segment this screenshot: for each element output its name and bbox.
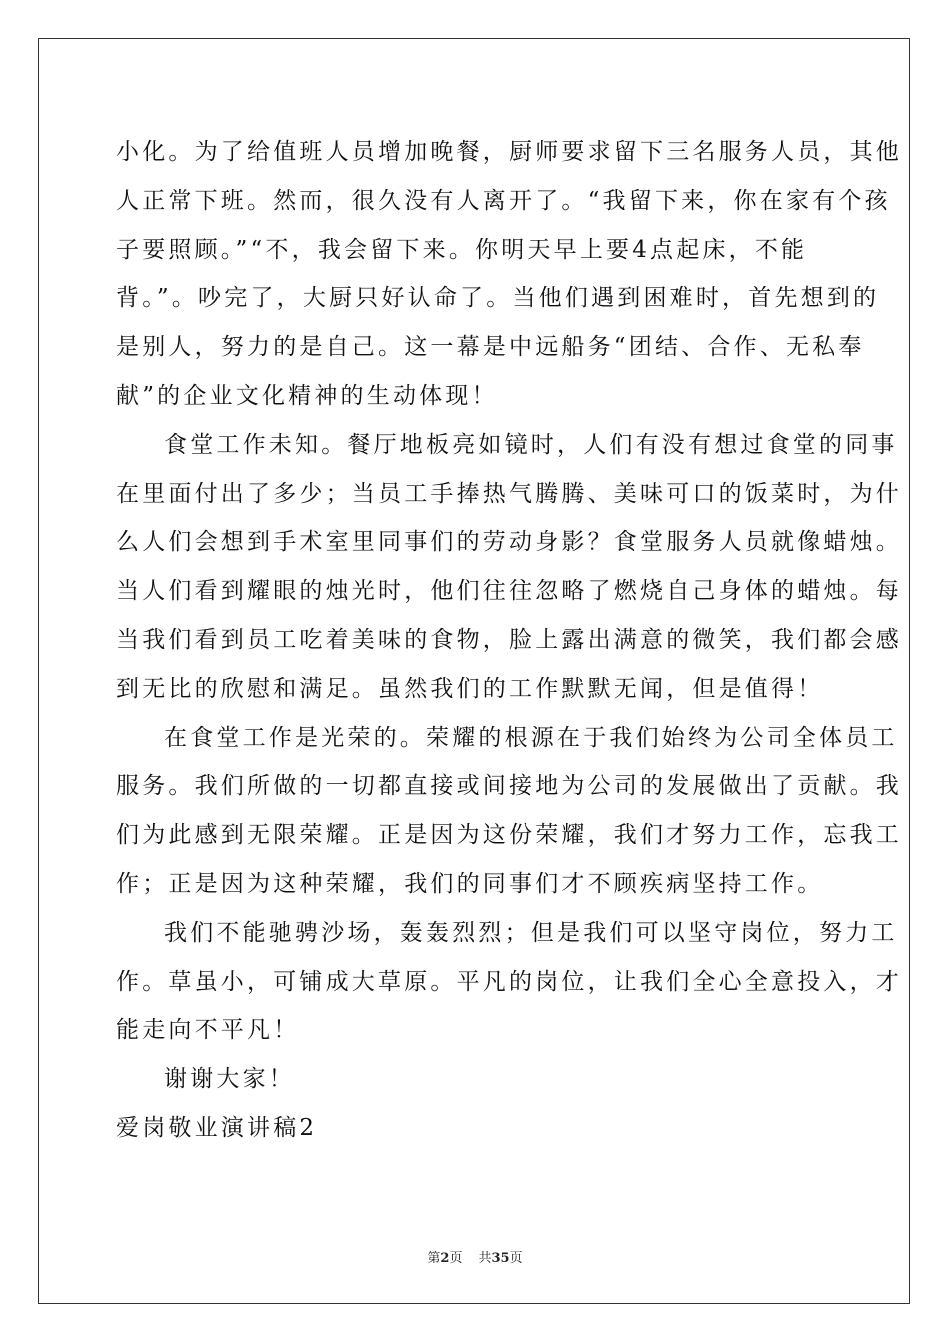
- page-footer: [0, 1247, 950, 1266]
- text-line: 小化。为了给值班人员增加晚餐，厨师要求留下三名服务人员，其他: [116, 139, 902, 165]
- paragraph-first-line: 在食堂工作是光荣的。荣耀的根源在于我们始终为公司全体员工: [164, 724, 898, 751]
- text-line: 们为此感到无限荣耀。正是因为这份荣耀，我们才努力工作，忘我工: [116, 822, 902, 849]
- page-prefix: 第: [427, 1251, 441, 1266]
- text-line: 能走向不平凡！: [116, 1017, 300, 1044]
- text-line: 是别人，努力的是自己。这一幕是中远船务“团结、合作、无私奉: [116, 334, 865, 361]
- text-line: 背。”。吵完了，大厨只好认命了。当他们遇到困难时，首先想到的: [116, 285, 880, 312]
- page-current: 2: [440, 1251, 450, 1266]
- document-body: [116, 128, 902, 1153]
- total-suffix: 页: [509, 1251, 523, 1266]
- text-line: 到无比的欣慰和满足。虽然我们的工作默默无闻，但是值得！: [116, 675, 824, 702]
- text-line: 子要照顾。”“不，我会留下来。你明天早上要4点起床，不能: [116, 236, 808, 263]
- paragraph-first-line: 食堂工作未知。餐厅地板亮如镜时，人们有没有想过食堂的同事: [164, 431, 898, 458]
- text-line: 人正常下班。然而，很久没有人离开了。“我留下来，你在家有个孩: [116, 187, 891, 214]
- text-line: 当人们看到耀眼的烛光时，他们往往忽略了燃烧自己身体的蜡烛。每: [116, 578, 902, 605]
- total-pages: 35: [491, 1251, 510, 1266]
- total-prefix: 共: [478, 1251, 492, 1266]
- text-line: 么人们会想到手术室里同事们的劳动身影？食堂服务人员就像蜡烛。: [116, 529, 902, 556]
- text-line: 作；正是因为这种荣耀，我们的同事们才不顾疾病坚持工作。: [116, 870, 824, 897]
- text-line: 献”的企业文化精神的生动体现！: [116, 382, 498, 409]
- text-line: 服务。我们所做的一切都直接或间接地为公司的发展做出了贡献。我: [116, 773, 902, 800]
- text-line: 在里面付出了多少；当员工手捧热气腾腾、美味可口的饭菜时，为什: [116, 480, 902, 507]
- closing-line: 谢谢大家！: [164, 1066, 295, 1093]
- paragraph-first-line: 我们不能驰骋沙场，轰轰烈烈；但是我们可以坚守岗位，努力工: [164, 919, 898, 946]
- text-line: 当我们看到员工吃着美味的食物，脸上露出满意的微笑，我们都会感: [116, 626, 902, 653]
- page-suffix: 页: [449, 1251, 463, 1266]
- text-line: 作。草虽小，可铺成大草原。平凡的岗位，让我们全心全意投入，才: [116, 968, 902, 995]
- section-title: 爱岗敬业演讲稿2: [116, 1114, 318, 1141]
